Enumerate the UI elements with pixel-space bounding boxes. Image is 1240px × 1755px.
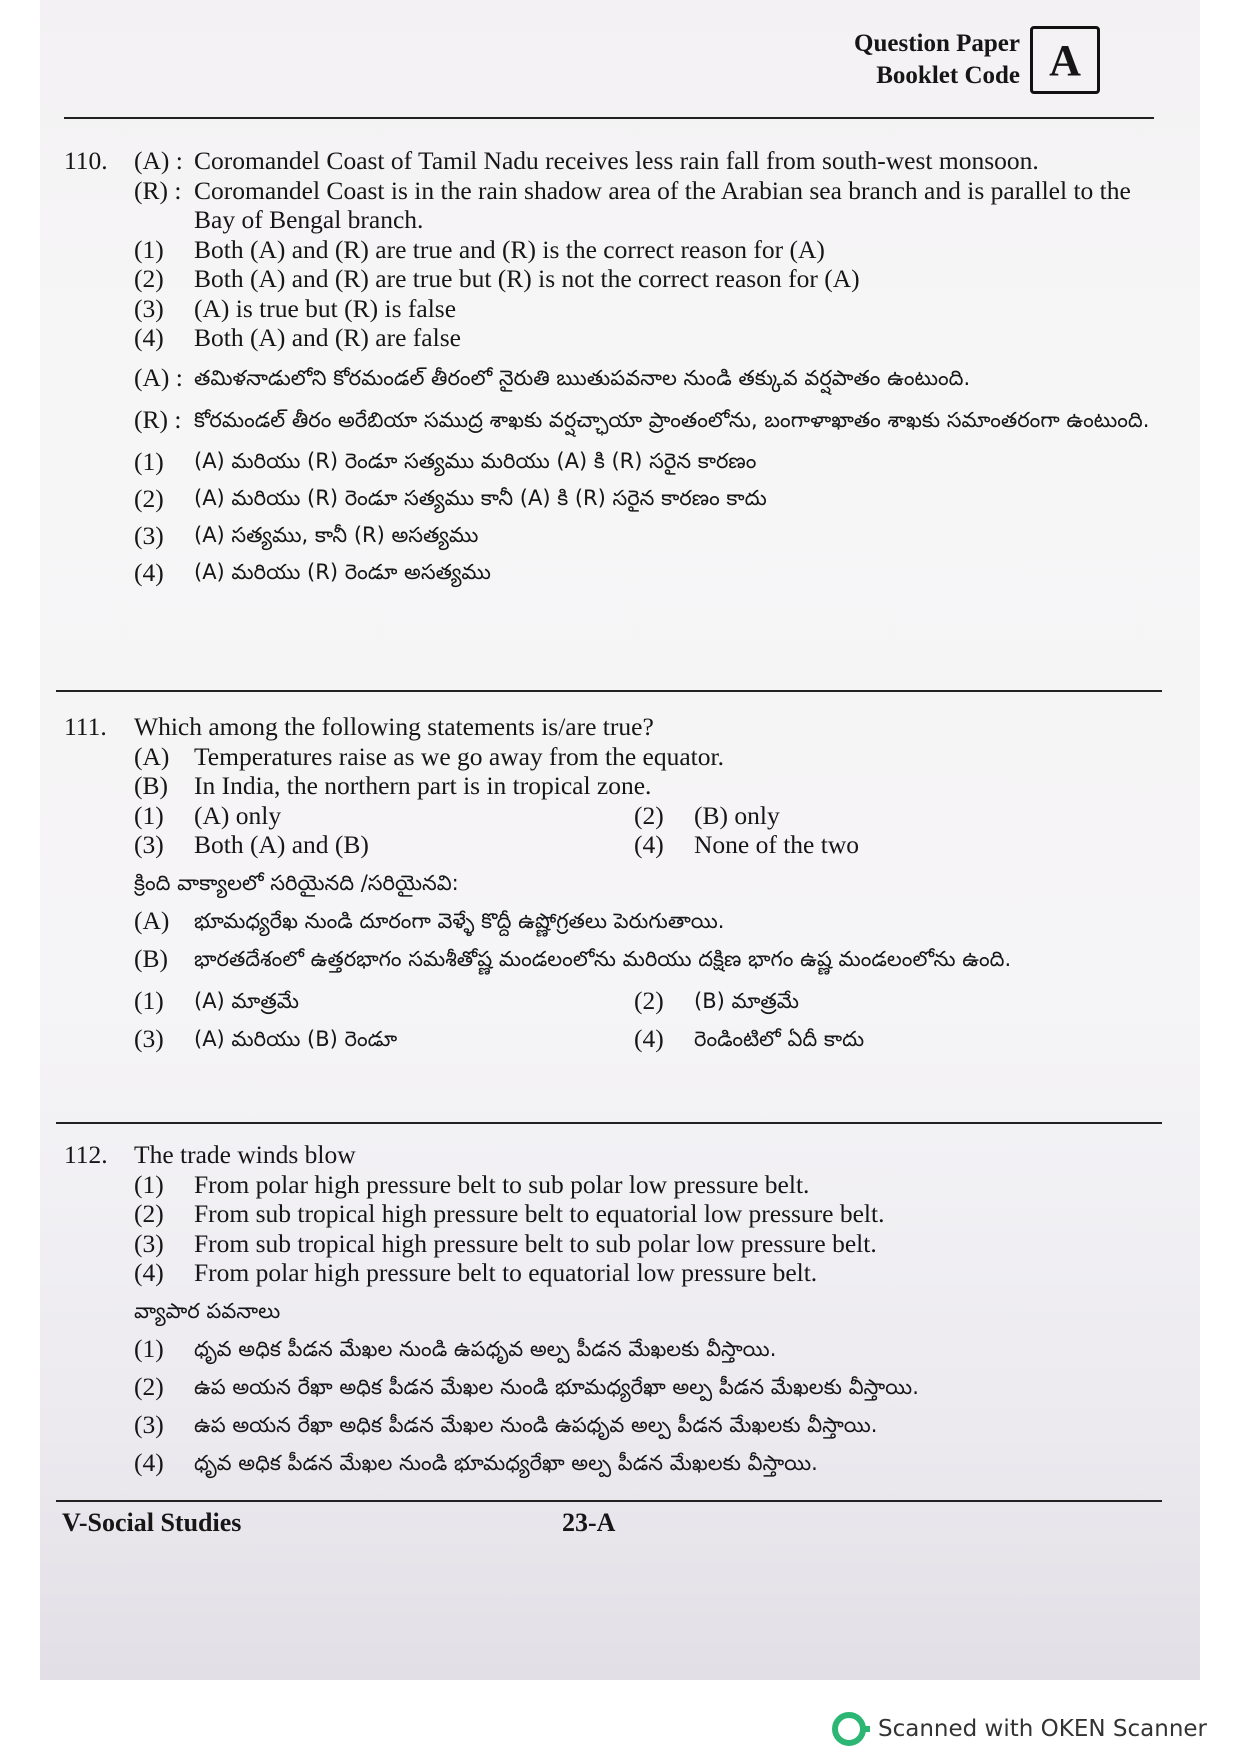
telugu-option-text: (A) మరియు (R) రెండూ సత్యము మరియు (A) కి (R) సరైన కారణం [194, 448, 757, 473]
exam-page [40, 0, 1200, 1680]
page-footer [62, 1508, 1172, 1538]
option-number: (1) [134, 985, 164, 1015]
assertion-text: Coromandel Coast of Tamil Nadu receives less rain fall from south-west monsoon. [194, 146, 1039, 175]
question-stem: Which among the following statements is/are true? [134, 712, 654, 741]
statement-label: (B) [134, 771, 168, 800]
statement-label: (A) [134, 905, 170, 935]
option-number: (2) [634, 800, 664, 830]
option-number: (4) [134, 557, 164, 587]
option-text: (B) only [694, 800, 780, 830]
option-number: (2) [134, 483, 164, 513]
telugu-option-text: రెండింటిలో ఏదీ కాదు [694, 1026, 865, 1051]
subject-name: V-Social Studies [62, 1508, 242, 1537]
option-text: None of the two [694, 830, 860, 859]
option-text: Both (A) and (B) [194, 830, 369, 859]
telugu-assertion-label: (A) : [134, 362, 183, 392]
question-divider [56, 690, 1162, 692]
question-stem: The trade winds blow [134, 1140, 356, 1169]
telugu-reason-label: (R) : [134, 404, 182, 434]
option-number: (1) [134, 446, 164, 476]
scanner-text: Scanned with OKEN Scanner [878, 1716, 1207, 1742]
option-number: (2) [134, 1199, 164, 1228]
statement-text: In India, the northern part is in tropical zone. [194, 771, 652, 800]
option-number: (3) [134, 830, 164, 859]
telugu-option-text: (B) మాత్రమే [694, 988, 799, 1013]
option-text: From polar high pressure belt to sub polar low pressure belt. [194, 1169, 810, 1199]
question-111 [64, 712, 1154, 1058]
option-text: From polar high pressure belt to equatorial low pressure belt. [194, 1258, 818, 1287]
option-number: (3) [134, 293, 164, 323]
option-text: (A) only [194, 800, 282, 830]
telugu-question-stem: వ్యాపార పవనాలు [134, 1298, 281, 1323]
telugu-option-text: (A) మరియు (R) రెండూ అసత్యము [194, 559, 491, 584]
option-number: (4) [634, 830, 664, 859]
option-number: (1) [134, 1169, 164, 1199]
question-divider [56, 1122, 1162, 1124]
question-number: 111. [64, 712, 107, 741]
booklet-code-box: A [1030, 26, 1100, 94]
telugu-question-stem: క్రింది వాక్యాలలో సరియైనది /సరియైనవి: [134, 870, 459, 895]
question-112 [64, 1140, 1154, 1482]
assertion-label: (A) : [134, 146, 183, 175]
option-number: (3) [134, 520, 164, 550]
booklet-code-header [854, 26, 1100, 94]
option-number: (3) [134, 1023, 164, 1053]
telugu-option-text: (A) సత్యము, కానీ (R) అసత్యము [194, 522, 479, 547]
option-number: (3) [134, 1228, 164, 1258]
option-number: (4) [634, 1023, 664, 1053]
booklet-code-line2: Booklet Code [876, 62, 1020, 89]
statement-label: (B) [134, 943, 168, 973]
reason-text: Coromandel Coast is in the rain shadow area of the Arabian sea branch and is parallel to the Bay of Bengal branch. [194, 175, 1131, 234]
page-number: 23-A [562, 1508, 616, 1537]
option-text: From sub tropical high pressure belt to sub polar low pressure belt. [194, 1228, 877, 1258]
option-number: (4) [134, 1258, 164, 1287]
option-text: Both (A) and (R) are true but (R) is not the correct reason for (A) [194, 264, 860, 293]
telugu-statement-text: భారతదేశంలో ఉత్తరభాగం సమశీతోష్ణ మండలంలోను మరియు దక్షిణ భాగం ఉష్ణ మండలంలోను ఉంది. [194, 946, 1012, 971]
question-number: 112. [64, 1140, 108, 1169]
option-number: (4) [134, 323, 164, 352]
booklet-code-line1: Question Paper [854, 30, 1020, 57]
option-number: (1) [134, 234, 164, 264]
footer-rule [56, 1500, 1162, 1502]
telugu-option-text: (A) మరియు (B) రెండూ [194, 1026, 398, 1051]
telugu-statement-text: భూమధ్యరేఖ నుండి దూరంగా వెళ్ళే కొద్దీ ఉష్ణోగ్రతలు పెరుగుతాయి. [194, 908, 725, 933]
telugu-option-text: ధృవ అధిక పీడన మేఖల నుండి ఉపధృవ అల్ప పీడన మేఖలకు వీస్తాయి. [194, 1336, 777, 1361]
telugu-option-text: ధృవ అధిక పీడన మేఖల నుండి భూమధ్యరేఖా అల్ప పీడన మేఖలకు వీస్తాయి. [194, 1450, 818, 1475]
option-text: From sub tropical high pressure belt to equatorial low pressure belt. [194, 1199, 885, 1228]
telugu-option-text: ఉప అయన రేఖా అధిక పీడన మేఖల నుండి భూమధ్యరేఖా అల్ప పీడన మేఖలకు వీస్తాయి. [194, 1374, 919, 1399]
option-number: (1) [134, 1333, 164, 1363]
option-number: (2) [634, 985, 664, 1015]
option-number: (1) [134, 800, 164, 830]
statement-text: Temperatures raise as we go away from the equator. [194, 741, 724, 771]
question-110 [64, 146, 1154, 591]
telugu-option-text: ఉప అయన రేఖా అధిక పీడన మేఖల నుండి ఉపధృవ అల్ప పీడన మేఖలకు వీస్తాయి. [194, 1412, 878, 1437]
telugu-reason-text: కోరమండల్ తీరం అరేబియా సముద్ర శాఖకు వర్షచ్ఛాయా ప్రాంతంలోను, బంగాళాఖాతం శాఖకు సమాంతరంగా ఉంటుంది. [194, 407, 1150, 432]
telugu-assertion-text: తమిళనాడులోని కోరమండల్ తీరంలో నైరుతి ఋతుపవనాల నుండి తక్కువ వర్షపాతం ఉంటుంది. [194, 365, 971, 390]
telugu-option-text: (A) మరియు (R) రెండూ సత్యము కానీ (A) కి (R) సరైన కారణం కాదు [194, 485, 767, 510]
option-text: (A) is true but (R) is false [194, 293, 457, 323]
option-number: (2) [134, 264, 164, 293]
question-number: 110. [64, 146, 108, 175]
option-number: (2) [134, 1371, 164, 1401]
scanner-watermark [832, 1712, 1207, 1746]
option-number: (4) [134, 1447, 164, 1477]
option-text: Both (A) and (R) are true and (R) is the correct reason for (A) [194, 234, 825, 264]
statement-label: (A) [134, 741, 170, 771]
booklet-code-label [854, 28, 1020, 92]
reason-label: (R) : [134, 175, 182, 205]
oken-scanner-logo-icon [832, 1712, 866, 1746]
option-number: (3) [134, 1409, 164, 1439]
option-text: Both (A) and (R) are false [194, 323, 461, 352]
header-rule [64, 117, 1154, 119]
telugu-option-text: (A) మాత్రమే [194, 988, 299, 1013]
